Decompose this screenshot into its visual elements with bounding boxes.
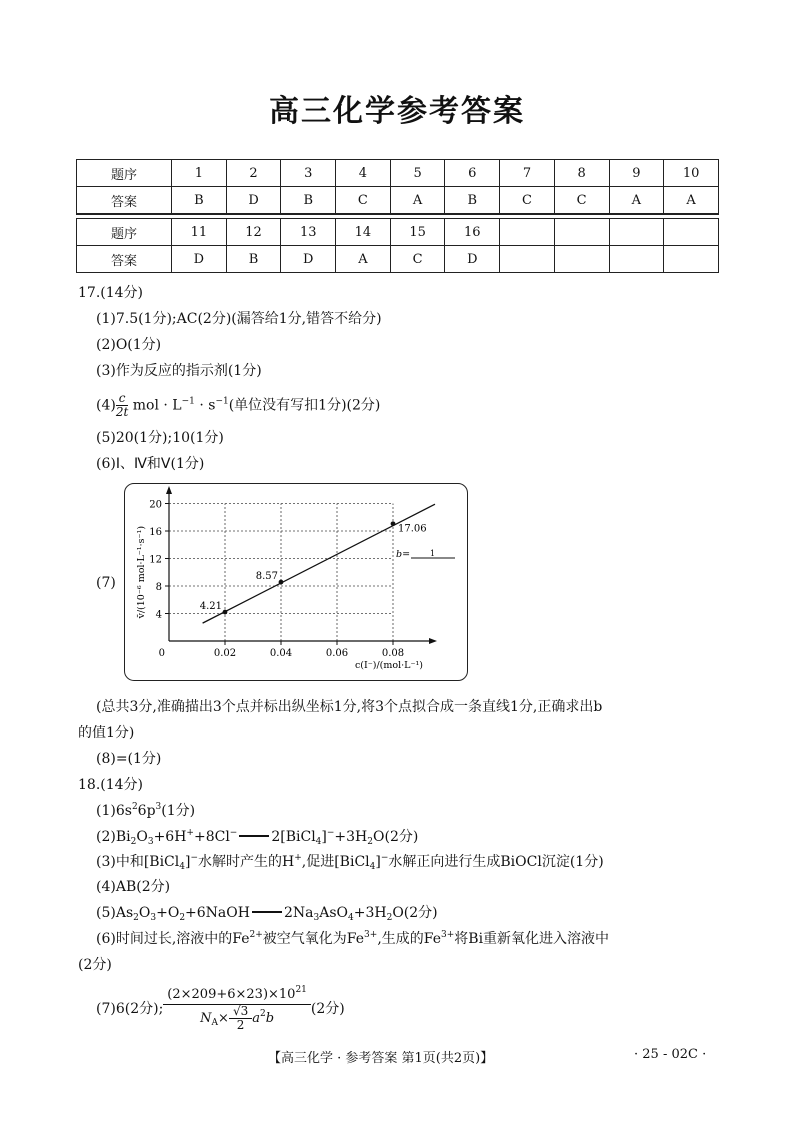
x-tick-label: 0.04 — [269, 648, 293, 659]
q18-answer-3 — [96, 852, 604, 872]
q17-l4-exp1: −1 — [181, 396, 195, 407]
q17-l4-suffix: (单位没有写扣1分)(2分) — [228, 397, 381, 414]
fit-line — [203, 504, 435, 623]
t: 21 — [295, 985, 307, 995]
t: (2×209+6×23)×10 — [167, 987, 296, 1002]
t: 3 — [147, 837, 154, 847]
table-cell: 10 — [664, 160, 719, 187]
table-row — [77, 246, 719, 273]
t: − — [380, 853, 389, 863]
t: 4 — [315, 837, 322, 847]
t: ] — [321, 829, 327, 845]
q17-l4-exp2: −1 — [215, 396, 229, 407]
y-tick-label: 4 — [155, 609, 162, 621]
t: b — [265, 1011, 275, 1026]
data-label: 4.21 — [199, 601, 222, 613]
fraction-denominator — [163, 1005, 311, 1032]
y-axis-label: v̄/(10⁻⁶ mol·L⁻¹·s⁻¹) — [136, 525, 147, 619]
table-cell: A — [664, 187, 719, 214]
q17-answer-2: (2)O(1分) — [96, 337, 162, 353]
q18-answer-2 — [96, 827, 418, 847]
t: O — [136, 829, 148, 845]
t: 2 — [179, 913, 186, 923]
t: +3H — [334, 829, 368, 845]
table-cell: 6 — [445, 160, 500, 187]
table-cell: D — [226, 187, 281, 214]
equals-double-line — [252, 911, 282, 913]
table-cell: D — [281, 246, 336, 273]
table-cell: 4 — [336, 160, 391, 187]
table-cell: 11 — [172, 219, 227, 246]
x-axis-arrow — [429, 638, 437, 644]
table-cell: C — [390, 246, 445, 273]
table-cell — [664, 246, 719, 273]
table-cell — [500, 246, 555, 273]
rate-fraction — [116, 392, 128, 419]
q17-answer-7-note-b: 的值1分) — [78, 725, 135, 741]
table-header-cell: 答案 — [77, 246, 172, 273]
t: 被空气氧化为Fe — [262, 931, 365, 947]
t: 2 — [259, 1009, 266, 1019]
data-label: 8.57 — [255, 571, 278, 583]
table-cell: A — [609, 187, 664, 214]
t: 2 — [386, 913, 393, 923]
t: 2 — [133, 913, 139, 923]
table-cell — [609, 246, 664, 273]
t: +3H — [353, 905, 387, 921]
data-label: 17.06 — [398, 523, 427, 535]
table-cell: B — [172, 187, 227, 214]
q18-answer-6-cont: (2分) — [78, 957, 112, 973]
x-axis-label: c(I⁻)/(mol·L⁻¹) — [354, 660, 424, 671]
t: 水解正向进行生成BiOCl沉淀(1分) — [388, 854, 604, 870]
t: (2)Bi — [96, 829, 131, 845]
t: 2 — [367, 837, 374, 847]
t: +6H — [153, 829, 187, 845]
table-row — [77, 219, 719, 246]
t: + — [294, 853, 302, 863]
q17-answer-4 — [96, 392, 380, 419]
t: 2 — [131, 802, 138, 812]
table-cell: A — [336, 246, 391, 273]
table-cell — [554, 219, 609, 246]
table-cell: D — [445, 246, 500, 273]
t: (2分) — [310, 1001, 345, 1017]
q17-l4-mid: · s — [194, 397, 216, 414]
table-cell: C — [336, 187, 391, 214]
density-fraction — [163, 986, 311, 1032]
t: 3 — [155, 802, 162, 812]
table-cell: C — [554, 187, 609, 214]
q17-answer-8: (8)=(1分) — [96, 751, 162, 767]
table-cell: 8 — [554, 160, 609, 187]
table-cell: 7 — [500, 160, 555, 187]
y-tick-label: 8 — [155, 582, 162, 593]
table-cell: 5 — [390, 160, 445, 187]
q18-answer-1 — [96, 801, 195, 821]
table-cell — [500, 219, 555, 246]
t: 2 — [130, 837, 137, 847]
table-cell: 9 — [609, 160, 664, 187]
q17-l6-suffix: (1分) — [170, 456, 205, 472]
table-cell: 1 — [172, 160, 227, 187]
t: 2[BiCl — [271, 829, 316, 845]
t: 将Bi重新氧化进入溶液中 — [454, 931, 610, 947]
table-cell: 3 — [281, 160, 336, 187]
t: 3+ — [364, 930, 378, 940]
table-cell — [554, 246, 609, 273]
y-axis-arrow — [166, 486, 172, 494]
table-row — [77, 187, 719, 214]
table-cell: C — [500, 187, 555, 214]
fraction-denominator: 2t — [115, 405, 129, 419]
q18-answer-5 — [96, 903, 438, 923]
t: 4 — [348, 913, 354, 923]
t: 6p — [137, 803, 156, 819]
t: 4 — [179, 862, 185, 872]
t: 3 — [313, 913, 320, 923]
y-tick-label: 16 — [149, 527, 162, 538]
table-header-cell: 答案 — [77, 187, 172, 214]
q17-header: 17.(14分) — [78, 285, 144, 301]
table-cell: 2 — [226, 160, 281, 187]
y-tick-label: 20 — [149, 499, 162, 511]
table-cell: 14 — [336, 219, 391, 246]
t: a — [252, 1011, 260, 1026]
footer-title: 【高三化学 · 参考答案 第1页(共2页)】 — [268, 1051, 494, 1066]
t: N — [200, 1011, 212, 1026]
x-tick-label: 0.08 — [381, 648, 405, 659]
t: ] — [184, 854, 191, 870]
page-title: 高三化学参考答案 — [269, 94, 525, 129]
t: +O — [156, 905, 180, 921]
t: AsO — [319, 905, 348, 921]
sqrt3-over-2 — [229, 1005, 252, 1032]
t: 3+ — [441, 930, 455, 940]
data-point — [223, 610, 228, 615]
rate-vs-concentration-chart — [125, 484, 467, 680]
q17-answer-7-note-a: (总共3分,准确描出3个点并标出纵坐标1分,将3个点拟合成一条直线1分,正确求出b — [96, 699, 603, 715]
t: 水解时产生的H — [198, 854, 295, 870]
t: (3)中和[BiCl — [96, 854, 180, 870]
t: O(2分) — [392, 905, 438, 921]
q17-answer-3: (3)作为反应的指示剂(1分) — [96, 363, 262, 379]
q18-header: 18.(14分) — [78, 777, 144, 793]
t: (6)时间过长,溶液中的Fe — [96, 931, 250, 947]
x-tick-label: 0.02 — [213, 648, 237, 659]
chart-frame — [124, 483, 468, 681]
table-header-cell: 题序 — [77, 160, 172, 187]
fraction-numerator: c — [116, 392, 128, 406]
table-cell: B — [445, 187, 500, 214]
table-cell: B — [281, 187, 336, 214]
b-annotation-label: b= — [396, 549, 411, 560]
q17-l4-prefix: (4) — [96, 397, 116, 414]
table-cell: A — [390, 187, 445, 214]
t: − — [190, 853, 198, 863]
table-cell: 13 — [281, 219, 336, 246]
equals-double-line — [239, 835, 269, 837]
t: O — [138, 905, 151, 921]
q17-l4-units: mol · L — [132, 397, 182, 414]
fraction-numerator — [163, 986, 311, 1005]
t: ,促进[BiCl — [301, 854, 370, 870]
t: A — [211, 1018, 219, 1028]
q18-answer-4: (4)AB(2分) — [96, 879, 171, 895]
t: 2+ — [249, 930, 263, 940]
b-annotation-value: 1 — [430, 549, 436, 558]
t: (1分) — [161, 803, 196, 819]
q18-answer-7 — [96, 986, 345, 1032]
table-cell — [609, 219, 664, 246]
q17-l6-roman: Ⅰ、Ⅳ和Ⅴ — [115, 456, 171, 472]
t: 2Na — [283, 905, 314, 921]
t: +8Cl — [193, 829, 230, 845]
t: 2 — [236, 1018, 245, 1032]
origin-label: 0 — [158, 648, 165, 659]
table-cell: 16 — [445, 219, 500, 246]
table-row — [77, 160, 719, 187]
t: (5)As — [96, 905, 134, 921]
t: √3 — [229, 1005, 252, 1019]
x-tick-label: 0.06 — [325, 648, 349, 659]
y-tick-label: 12 — [149, 554, 162, 566]
q17-l6-prefix: (6) — [96, 456, 116, 472]
t: O(2分) — [373, 829, 419, 845]
q17-answer-7-label: (7) — [96, 575, 116, 591]
q17-answer-6 — [96, 454, 204, 474]
t: (1)6s — [96, 803, 132, 819]
table-cell: B — [226, 246, 281, 273]
t: ,生成的Fe — [377, 931, 441, 947]
table-cell: 12 — [226, 219, 281, 246]
answer-table-2 — [76, 218, 719, 273]
t: − — [229, 828, 238, 838]
t: 3 — [150, 913, 157, 923]
footer-code: · 25 - 02C · — [634, 1047, 707, 1062]
t: (7)6(2分); — [96, 1001, 164, 1017]
t: ] — [375, 854, 381, 870]
q18-answer-6 — [96, 929, 609, 949]
q17-answer-1: (1)7.5(1分);AC(2分)(漏答给1分,错答不给分) — [96, 311, 382, 327]
q17-answer-5: (5)20(1分);10(1分) — [96, 430, 224, 446]
data-point — [391, 521, 396, 526]
t: − — [326, 828, 335, 838]
t: +6NaOH — [185, 905, 250, 921]
table-cell — [664, 219, 719, 246]
t: × — [218, 1011, 229, 1026]
table-cell: 15 — [390, 219, 445, 246]
t: 4 — [369, 862, 376, 872]
t: + — [186, 828, 194, 838]
table-header-cell: 题序 — [77, 219, 172, 246]
data-point — [279, 580, 284, 585]
answer-table-1 — [76, 159, 719, 214]
table-cell: D — [172, 246, 227, 273]
